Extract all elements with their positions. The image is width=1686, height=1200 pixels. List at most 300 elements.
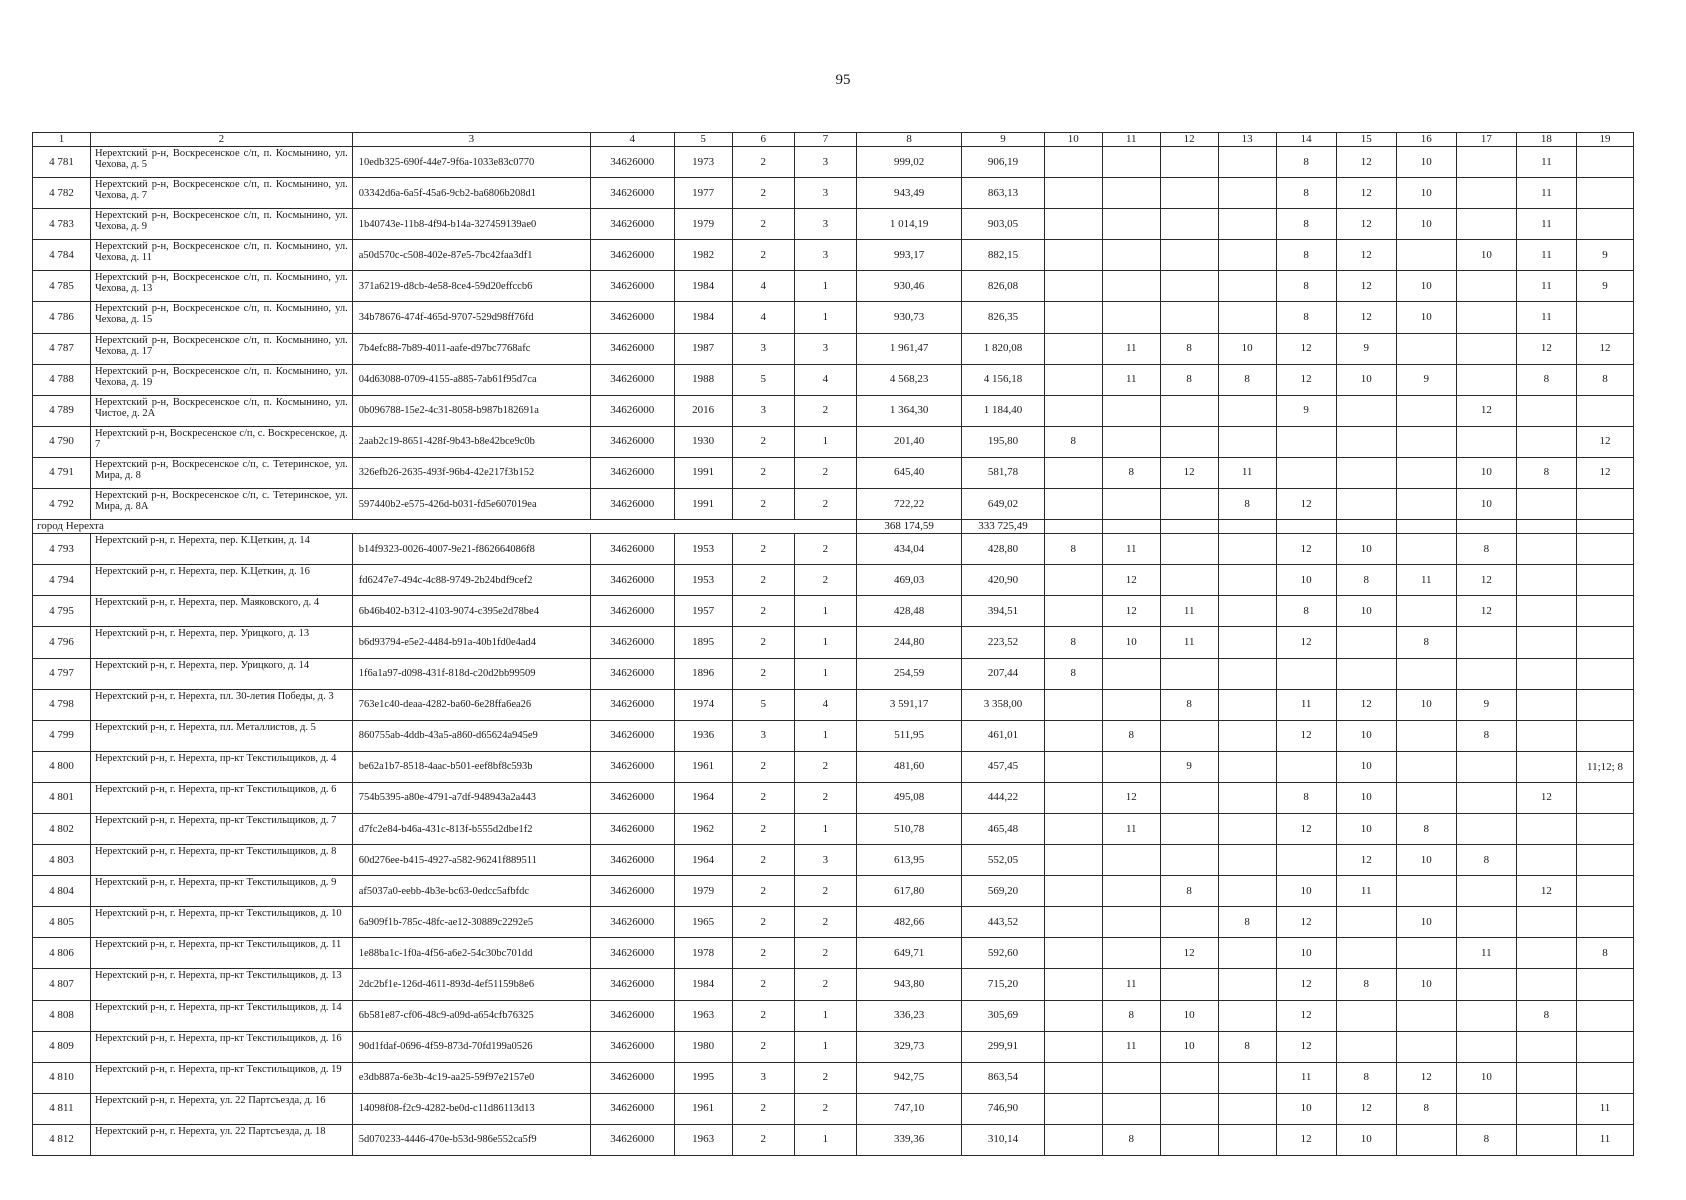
col10-cell (1044, 178, 1102, 209)
col11-cell (1102, 147, 1160, 178)
address-cell: Нерехтский р-н, г. Нерехта, ул. 22 Партсъезда, д. 16 (90, 1093, 352, 1124)
empty-cell (1218, 520, 1276, 534)
living-area-cell: 310,14 (962, 1124, 1045, 1155)
total-area-cell: 469,03 (857, 565, 962, 596)
floors-cell: 4 (732, 302, 794, 333)
year-cell: 1984 (674, 969, 732, 1000)
address-cell: Нерехтский р-н, г. Нерехта, пр-кт Текстильщиков, д. 14 (90, 1000, 352, 1031)
address-cell: Нерехтский р-н, г. Нерехта, пр-кт Текстильщиков, д. 10 (90, 907, 352, 938)
col14-cell: 10 (1276, 1093, 1336, 1124)
col13-cell: 8 (1218, 364, 1276, 395)
col13-cell (1218, 627, 1276, 658)
entrances-cell: 2 (794, 907, 856, 938)
total-area-cell: 201,40 (857, 426, 962, 457)
row-number: 4 804 (33, 876, 91, 907)
col12-cell (1160, 1062, 1218, 1093)
col12-cell: 12 (1160, 457, 1218, 488)
floors-cell: 2 (732, 426, 794, 457)
table-row (33, 658, 1634, 689)
col18-cell: 8 (1516, 364, 1576, 395)
col13-cell (1218, 969, 1276, 1000)
row-number: 4 807 (33, 969, 91, 1000)
col13-cell (1218, 302, 1276, 333)
living-area-cell: 903,05 (962, 209, 1045, 240)
living-area-cell: 581,78 (962, 457, 1045, 488)
page-number: 95 (835, 72, 851, 88)
col17-cell (1456, 1093, 1516, 1124)
oktmo-cell: 34626000 (590, 1093, 674, 1124)
col15-cell: 10 (1336, 1124, 1396, 1155)
col16-cell: 10 (1396, 689, 1456, 720)
table-row (33, 395, 1634, 426)
col13-cell (1218, 209, 1276, 240)
col17-cell (1456, 782, 1516, 813)
col19-cell (1576, 689, 1633, 720)
col17-cell: 10 (1456, 240, 1516, 271)
entrances-cell: 2 (794, 565, 856, 596)
col19-cell (1576, 907, 1633, 938)
col15-cell: 12 (1336, 271, 1396, 302)
year-cell: 2016 (674, 395, 732, 426)
row-number: 4 793 (33, 534, 91, 565)
col15-cell: 12 (1336, 178, 1396, 209)
col13-cell (1218, 426, 1276, 457)
col13-cell: 11 (1218, 457, 1276, 488)
col12-cell: 8 (1160, 333, 1218, 364)
col18-cell (1516, 813, 1576, 844)
floors-cell: 3 (732, 720, 794, 751)
col19-cell (1576, 395, 1633, 426)
total-area-cell: 4 568,23 (857, 364, 962, 395)
col14-cell: 12 (1276, 813, 1336, 844)
column-number: 17 (1456, 133, 1516, 147)
col10-cell (1044, 1000, 1102, 1031)
col11-cell: 11 (1102, 969, 1160, 1000)
column-number: 12 (1160, 133, 1218, 147)
col11-cell: 12 (1102, 565, 1160, 596)
address-cell: Нерехтский р-н, Воскресенское с/п, п. Космынино, ул. Чехова, д. 13 (90, 271, 352, 302)
col15-cell: 8 (1336, 969, 1396, 1000)
col13-cell: 10 (1218, 333, 1276, 364)
table-row (33, 240, 1634, 271)
col17-cell (1456, 627, 1516, 658)
oktmo-cell: 34626000 (590, 457, 674, 488)
col17-cell (1456, 1000, 1516, 1031)
entrances-cell: 2 (794, 1062, 856, 1093)
col15-cell: 12 (1336, 689, 1396, 720)
col13-cell (1218, 1000, 1276, 1031)
fias-id-cell: fd6247e7-494c-4c88-9749-2b24bdf9cef2 (352, 565, 590, 596)
row-number: 4 800 (33, 751, 91, 782)
total-area-cell: 747,10 (857, 1093, 962, 1124)
floors-cell: 2 (732, 240, 794, 271)
fias-id-cell: 34b78676-474f-465d-9707-529d98ff76fd (352, 302, 590, 333)
group-row (33, 520, 1634, 534)
table-row (33, 1124, 1634, 1155)
entrances-cell: 1 (794, 627, 856, 658)
oktmo-cell: 34626000 (590, 395, 674, 426)
col16-cell: 10 (1396, 907, 1456, 938)
col18-cell (1516, 720, 1576, 751)
col14-cell: 8 (1276, 302, 1336, 333)
col13-cell (1218, 876, 1276, 907)
col19-cell (1576, 534, 1633, 565)
year-cell: 1961 (674, 1093, 732, 1124)
col13-cell (1218, 395, 1276, 426)
col15-cell (1336, 1000, 1396, 1031)
entrances-cell: 1 (794, 813, 856, 844)
entrances-cell: 2 (794, 876, 856, 907)
col10-cell (1044, 333, 1102, 364)
year-cell: 1895 (674, 627, 732, 658)
col17-cell (1456, 1031, 1516, 1062)
address-cell: Нерехтский р-н, Воскресенское с/п, с. Тетеринское, ул. Мира, д. 8 (90, 457, 352, 488)
col11-cell: 8 (1102, 1000, 1160, 1031)
floors-cell: 3 (732, 395, 794, 426)
row-number: 4 792 (33, 489, 91, 520)
oktmo-cell: 34626000 (590, 876, 674, 907)
address-cell: Нерехтский р-н, Воскресенское с/п, п. Космынино, ул. Чехова, д. 19 (90, 364, 352, 395)
table-row (33, 813, 1634, 844)
fias-id-cell: 2dc2bf1e-126d-4611-893d-4ef51159b8e6 (352, 969, 590, 1000)
col13-cell (1218, 658, 1276, 689)
living-area-cell: 428,80 (962, 534, 1045, 565)
col12-cell (1160, 534, 1218, 565)
living-area-cell: 592,60 (962, 938, 1045, 969)
col10-cell (1044, 1031, 1102, 1062)
living-area-cell: 715,20 (962, 969, 1045, 1000)
col18-cell (1516, 565, 1576, 596)
col13-cell (1218, 1124, 1276, 1155)
table-row (33, 1062, 1634, 1093)
row-number: 4 791 (33, 457, 91, 488)
col11-cell: 8 (1102, 720, 1160, 751)
col14-cell: 12 (1276, 364, 1336, 395)
total-area-cell: 339,36 (857, 1124, 962, 1155)
living-area-cell: 863,13 (962, 178, 1045, 209)
col15-cell (1336, 907, 1396, 938)
empty-cell (1160, 520, 1218, 534)
fias-id-cell: 03342d6a-6a5f-45a6-9cb2-ba6806b208d1 (352, 178, 590, 209)
year-cell: 1953 (674, 565, 732, 596)
column-number: 1 (33, 133, 91, 147)
col15-cell: 12 (1336, 302, 1396, 333)
col11-cell: 11 (1102, 813, 1160, 844)
fias-id-cell: b14f9323-0026-4007-9e21-f862664086f8 (352, 534, 590, 565)
year-cell: 1973 (674, 147, 732, 178)
col18-cell (1516, 689, 1576, 720)
col15-cell (1336, 938, 1396, 969)
empty-cell (1516, 520, 1576, 534)
row-number: 4 803 (33, 845, 91, 876)
col11-cell: 12 (1102, 596, 1160, 627)
col11-cell (1102, 658, 1160, 689)
row-number: 4 805 (33, 907, 91, 938)
col11-cell (1102, 845, 1160, 876)
table-row (33, 489, 1634, 520)
year-cell: 1980 (674, 1031, 732, 1062)
total-area-cell: 254,59 (857, 658, 962, 689)
fias-id-cell: 1e88ba1c-1f0a-4f56-a6e2-54c30bc701dd (352, 938, 590, 969)
living-area-cell: 882,15 (962, 240, 1045, 271)
living-area-cell: 826,35 (962, 302, 1045, 333)
fias-id-cell: a50d570c-c508-402e-87e5-7bc42faa3df1 (352, 240, 590, 271)
table-row (33, 178, 1634, 209)
col17-cell (1456, 178, 1516, 209)
col15-cell: 10 (1336, 782, 1396, 813)
total-area-cell: 930,46 (857, 271, 962, 302)
year-cell: 1995 (674, 1062, 732, 1093)
col12-cell: 11 (1160, 627, 1218, 658)
col17-cell: 10 (1456, 457, 1516, 488)
fias-id-cell: 14098f08-f2c9-4282-be0d-c11d86113d13 (352, 1093, 590, 1124)
col12-cell (1160, 813, 1218, 844)
col16-cell (1396, 489, 1456, 520)
col14-cell (1276, 658, 1336, 689)
table-row (33, 720, 1634, 751)
col19-cell (1576, 565, 1633, 596)
col10-cell (1044, 209, 1102, 240)
col19-cell: 11 (1576, 1093, 1633, 1124)
col15-cell (1336, 457, 1396, 488)
col13-cell (1218, 565, 1276, 596)
row-number: 4 784 (33, 240, 91, 271)
col16-cell: 9 (1396, 364, 1456, 395)
living-area-cell: 223,52 (962, 627, 1045, 658)
col11-cell (1102, 395, 1160, 426)
fias-id-cell: 60d276ee-b415-4927-a582-96241f889511 (352, 845, 590, 876)
empty-cell (1456, 520, 1516, 534)
col16-cell (1396, 782, 1456, 813)
living-area-cell: 569,20 (962, 876, 1045, 907)
col12-cell (1160, 720, 1218, 751)
col11-cell (1102, 751, 1160, 782)
col11-cell (1102, 1062, 1160, 1093)
col18-cell (1516, 395, 1576, 426)
oktmo-cell: 34626000 (590, 907, 674, 938)
living-area-cell: 457,45 (962, 751, 1045, 782)
entrances-cell: 2 (794, 751, 856, 782)
col12-cell (1160, 969, 1218, 1000)
col11-cell (1102, 178, 1160, 209)
col10-cell (1044, 813, 1102, 844)
total-area-cell: 510,78 (857, 813, 962, 844)
col10-cell (1044, 782, 1102, 813)
fias-id-cell: 7b4efc88-7b89-4011-aafe-d97bc7768afc (352, 333, 590, 364)
entrances-cell: 2 (794, 534, 856, 565)
total-area-cell: 329,73 (857, 1031, 962, 1062)
total-area-cell: 649,71 (857, 938, 962, 969)
total-area-cell: 1 364,30 (857, 395, 962, 426)
fias-id-cell: 90d1fdaf-0696-4f59-873d-70fd199a0526 (352, 1031, 590, 1062)
row-number: 4 786 (33, 302, 91, 333)
address-cell: Нерехтский р-н, г. Нерехта, пр-кт Текстильщиков, д. 9 (90, 876, 352, 907)
col13-cell (1218, 596, 1276, 627)
fias-id-cell: 6b46b402-b312-4103-9074-c395e2d78be4 (352, 596, 590, 627)
col10-cell (1044, 876, 1102, 907)
col14-cell: 12 (1276, 1000, 1336, 1031)
col10-cell: 8 (1044, 534, 1102, 565)
col10-cell (1044, 489, 1102, 520)
row-number: 4 782 (33, 178, 91, 209)
col18-cell: 12 (1516, 876, 1576, 907)
empty-cell (1102, 520, 1160, 534)
table-row (33, 209, 1634, 240)
col18-cell: 11 (1516, 240, 1576, 271)
year-cell: 1984 (674, 302, 732, 333)
entrances-cell: 2 (794, 938, 856, 969)
living-area-cell: 826,08 (962, 271, 1045, 302)
col12-cell (1160, 907, 1218, 938)
living-area-cell: 444,22 (962, 782, 1045, 813)
oktmo-cell: 34626000 (590, 720, 674, 751)
address-cell: Нерехтский р-н, г. Нерехта, пл. Металлистов, д. 5 (90, 720, 352, 751)
col16-cell (1396, 720, 1456, 751)
col12-cell (1160, 1093, 1218, 1124)
year-cell: 1963 (674, 1124, 732, 1155)
total-area-cell: 1 014,19 (857, 209, 962, 240)
address-cell: Нерехтский р-н, Воскресенское с/п, п. Космынино, ул. Чехова, д. 11 (90, 240, 352, 271)
total-area-cell: 244,80 (857, 627, 962, 658)
col17-cell (1456, 876, 1516, 907)
floors-cell: 2 (732, 938, 794, 969)
col13-cell: 8 (1218, 489, 1276, 520)
oktmo-cell: 34626000 (590, 147, 674, 178)
total-area-cell: 930,73 (857, 302, 962, 333)
col11-cell (1102, 689, 1160, 720)
table-row (33, 782, 1634, 813)
col16-cell: 8 (1396, 1093, 1456, 1124)
col19-cell (1576, 302, 1633, 333)
address-cell: Нерехтский р-н, Воскресенское с/п, п. Космынино, ул. Чехова, д. 7 (90, 178, 352, 209)
floors-cell: 3 (732, 333, 794, 364)
col12-cell (1160, 1124, 1218, 1155)
living-area-cell: 1 184,40 (962, 395, 1045, 426)
col18-cell (1516, 596, 1576, 627)
col11-cell: 11 (1102, 364, 1160, 395)
col19-cell (1576, 782, 1633, 813)
col17-cell: 8 (1456, 720, 1516, 751)
col12-cell (1160, 395, 1218, 426)
table-row (33, 596, 1634, 627)
floors-cell: 2 (732, 658, 794, 689)
oktmo-cell: 34626000 (590, 364, 674, 395)
col10-cell (1044, 1093, 1102, 1124)
table-row (33, 302, 1634, 333)
col13-cell (1218, 845, 1276, 876)
year-cell: 1963 (674, 1000, 732, 1031)
col16-cell (1396, 876, 1456, 907)
col14-cell: 8 (1276, 271, 1336, 302)
oktmo-cell: 34626000 (590, 596, 674, 627)
col19-cell (1576, 845, 1633, 876)
entrances-cell: 3 (794, 240, 856, 271)
col15-cell: 12 (1336, 240, 1396, 271)
entrances-cell: 1 (794, 271, 856, 302)
living-area-cell: 4 156,18 (962, 364, 1045, 395)
col15-cell (1336, 627, 1396, 658)
col12-cell: 8 (1160, 876, 1218, 907)
oktmo-cell: 34626000 (590, 302, 674, 333)
col17-cell (1456, 302, 1516, 333)
col19-cell (1576, 178, 1633, 209)
col15-cell: 12 (1336, 147, 1396, 178)
col11-cell (1102, 1093, 1160, 1124)
col10-cell (1044, 596, 1102, 627)
column-number: 5 (674, 133, 732, 147)
group-total-area: 368 174,59 (857, 520, 962, 534)
table-row (33, 364, 1634, 395)
col18-cell: 11 (1516, 209, 1576, 240)
col16-cell (1396, 240, 1456, 271)
col11-cell (1102, 271, 1160, 302)
year-cell: 1984 (674, 271, 732, 302)
col14-cell (1276, 457, 1336, 488)
fias-id-cell: d7fc2e84-b46a-431c-813f-b555d2dbe1f2 (352, 813, 590, 844)
living-area-cell: 299,91 (962, 1031, 1045, 1062)
col19-cell: 11;12; 8 (1576, 751, 1633, 782)
living-area-cell: 207,44 (962, 658, 1045, 689)
total-area-cell: 943,80 (857, 969, 962, 1000)
row-number: 4 795 (33, 596, 91, 627)
col15-cell (1336, 1031, 1396, 1062)
total-area-cell: 617,80 (857, 876, 962, 907)
total-area-cell: 993,17 (857, 240, 962, 271)
col14-cell: 12 (1276, 720, 1336, 751)
column-number: 15 (1336, 133, 1396, 147)
entrances-cell: 1 (794, 658, 856, 689)
col11-cell (1102, 240, 1160, 271)
living-area-cell: 443,52 (962, 907, 1045, 938)
col17-cell (1456, 658, 1516, 689)
col13-cell (1218, 534, 1276, 565)
col14-cell: 12 (1276, 489, 1336, 520)
living-area-cell: 649,02 (962, 489, 1045, 520)
col11-cell (1102, 907, 1160, 938)
oktmo-cell: 34626000 (590, 658, 674, 689)
col10-cell (1044, 1062, 1102, 1093)
col14-cell: 12 (1276, 969, 1336, 1000)
year-cell: 1988 (674, 364, 732, 395)
col10-cell: 8 (1044, 426, 1102, 457)
column-number: 3 (352, 133, 590, 147)
total-area-cell: 722,22 (857, 489, 962, 520)
col18-cell: 8 (1516, 1000, 1576, 1031)
col10-cell (1044, 907, 1102, 938)
col18-cell: 11 (1516, 178, 1576, 209)
col13-cell: 8 (1218, 1031, 1276, 1062)
col17-cell: 12 (1456, 395, 1516, 426)
col17-cell: 12 (1456, 596, 1516, 627)
year-cell: 1936 (674, 720, 732, 751)
address-cell: Нерехтский р-н, Воскресенское с/п, с. Тетеринское, ул. Мира, д. 8А (90, 489, 352, 520)
row-number: 4 802 (33, 813, 91, 844)
col13-cell (1218, 782, 1276, 813)
col19-cell: 12 (1576, 457, 1633, 488)
col19-cell (1576, 1000, 1633, 1031)
column-number: 6 (732, 133, 794, 147)
col14-cell: 8 (1276, 240, 1336, 271)
col19-cell (1576, 209, 1633, 240)
row-number: 4 781 (33, 147, 91, 178)
empty-cell (1336, 520, 1396, 534)
row-number: 4 808 (33, 1000, 91, 1031)
col15-cell: 8 (1336, 565, 1396, 596)
fias-id-cell: 860755ab-4ddb-43a5-a860-d65624a945e9 (352, 720, 590, 751)
col12-cell (1160, 302, 1218, 333)
col10-cell (1044, 457, 1102, 488)
year-cell: 1896 (674, 658, 732, 689)
